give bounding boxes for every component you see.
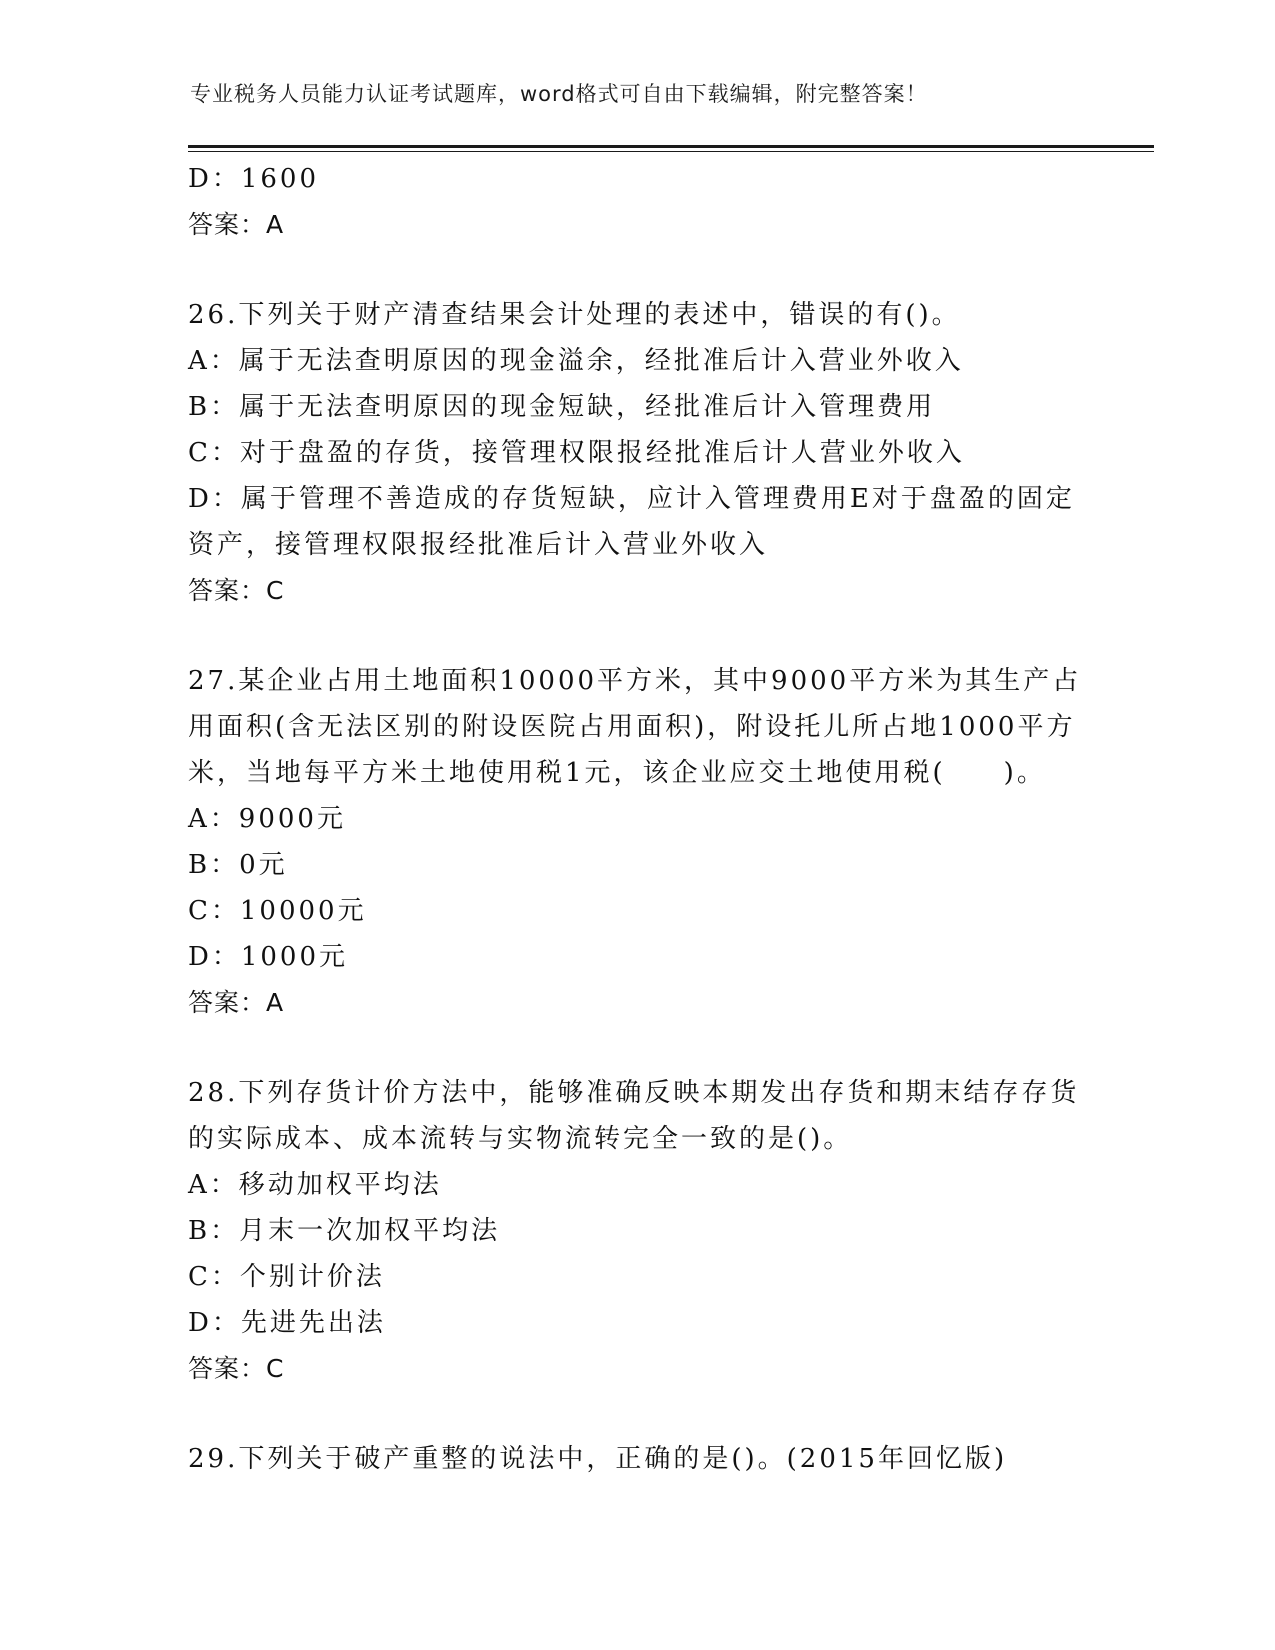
q28-option-c: C：个别计价法 (188, 1262, 385, 1292)
q28-option-a: A：移动加权平均法 (188, 1170, 442, 1200)
header-rule-thin (188, 151, 1154, 152)
q26-option-d-continued: 资产，接管理权限报经批准后计入营业外收入 (188, 530, 769, 560)
spacer (188, 1392, 1088, 1436)
spacer (188, 614, 1088, 658)
q26-option-d: D：属于管理不善造成的存货短缺，应计入管理费用E对于盘盈的固定 (188, 484, 1075, 514)
page-header: 专业税务人员能力认证考试题库，word格式可自由下载编辑，附完整答案！ (190, 82, 928, 106)
q26-option-c: C：对于盘盈的存货，接管理权限报经批准后计人营业外收入 (188, 438, 965, 468)
q28-stem-continued: 的实际成本、成本流转与实物流转完全一致的是()。 (188, 1124, 853, 1154)
q28-answer: 答案：C (188, 1354, 285, 1383)
q26-answer: 答案：C (188, 576, 285, 605)
q27-option-a: A：9000元 (188, 804, 346, 834)
q27-option-b: B：0元 (188, 850, 288, 880)
spacer (188, 248, 1088, 292)
spacer (188, 1026, 1088, 1070)
q27-option-d: D：1000元 (188, 942, 349, 972)
q26-stem: 26.下列关于财产清查结果会计处理的表述中，错误的有()。 (188, 300, 961, 330)
q28-option-b: B：月末一次加权平均法 (188, 1216, 501, 1246)
q25-answer: 答案：A (188, 210, 285, 239)
q27-stem-continued: 用面积(含无法区别的附设医院占用面积)，附设托儿所占地1000平方 (188, 712, 1076, 742)
q27-answer: 答案：A (188, 988, 285, 1017)
q29-stem: 29.下列关于破产重整的说法中，正确的是()。(2015年回忆版) (188, 1444, 1008, 1474)
q27-stem-continued: 米，当地每平方米土地使用税1元，该企业应交土地使用税( )。 (188, 758, 1046, 788)
header-rule-thick (188, 145, 1154, 148)
q27-option-c: C：10000元 (188, 896, 367, 926)
q28-stem: 28.下列存货计价方法中，能够准确反映本期发出存货和期末结存存货 (188, 1078, 1080, 1108)
q26-option-b: B：属于无法查明原因的现金短缺，经批准后计入管理费用 (188, 392, 936, 422)
q25-option-d: D：1600 (188, 164, 320, 194)
q26-option-a: A：属于无法查明原因的现金溢余，经批准后计入营业外收入 (188, 346, 964, 376)
q28-option-d: D：先进先出法 (188, 1308, 386, 1338)
q27-stem: 27.某企业占用土地面积10000平方米，其中9000平方米为其生产占 (188, 666, 1082, 696)
question-content (188, 156, 1088, 1482)
